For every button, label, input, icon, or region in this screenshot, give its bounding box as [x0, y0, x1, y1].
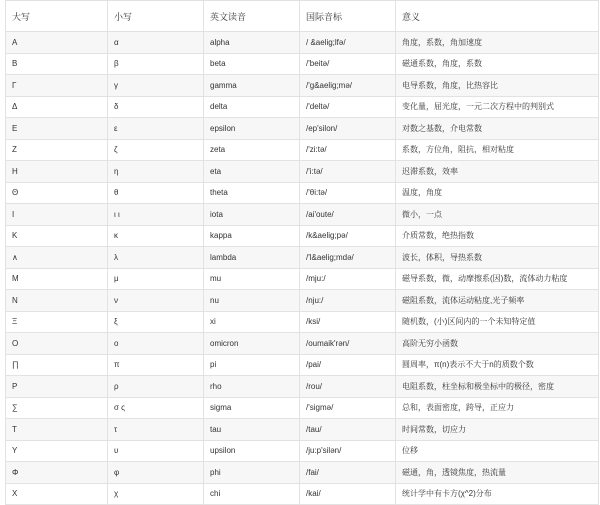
table-row — [6, 75, 599, 97]
uppercase-cell: Ο — [6, 333, 108, 355]
table-row — [6, 376, 599, 398]
meaning-cell: 磁导系数，微，动摩擦系(因)数，流体动力粘度 — [396, 268, 599, 290]
ipa-cell: /pai/ — [300, 354, 396, 376]
table-row — [6, 483, 599, 505]
english-name-cell: nu — [204, 290, 300, 312]
table-row — [6, 161, 599, 183]
english-name-cell: lambda — [204, 247, 300, 269]
ipa-cell: /'zi:tə/ — [300, 139, 396, 161]
english-name-cell: theta — [204, 182, 300, 204]
meaning-cell: 随机数，(小)区间内的一个未知特定值 — [396, 311, 599, 333]
meaning-cell: 圆周率，π(n)表示不大于n的质数个数 — [396, 354, 599, 376]
meaning-cell: 时间常数，切应力 — [396, 419, 599, 441]
uppercase-cell: ∏ — [6, 354, 108, 376]
lowercase-cell: ε — [108, 118, 204, 140]
english-name-cell: omicron — [204, 333, 300, 355]
table-header — [6, 1, 599, 32]
table-row — [6, 204, 599, 226]
header-meaning: 意义 — [396, 1, 599, 32]
ipa-cell: /'i:tə/ — [300, 161, 396, 183]
header-row — [6, 1, 599, 32]
lowercase-cell: λ — [108, 247, 204, 269]
table-row — [6, 268, 599, 290]
ipa-cell: /ai'oute/ — [300, 204, 396, 226]
lowercase-cell: ξ — [108, 311, 204, 333]
header-lowercase: 小写 — [108, 1, 204, 32]
english-name-cell: pi — [204, 354, 300, 376]
meaning-cell: 迟滞系数，效率 — [396, 161, 599, 183]
table-row — [6, 139, 599, 161]
meaning-cell: 统计学中有卡方(χ^2)分布 — [396, 483, 599, 505]
ipa-cell: /'θi:tə/ — [300, 182, 396, 204]
table-row — [6, 32, 599, 54]
table-row — [6, 225, 599, 247]
uppercase-cell: Θ — [6, 182, 108, 204]
english-name-cell: rho — [204, 376, 300, 398]
lowercase-cell: θ — [108, 182, 204, 204]
table-row — [6, 118, 599, 140]
lowercase-cell: ζ — [108, 139, 204, 161]
english-name-cell: epsilon — [204, 118, 300, 140]
english-name-cell: mu — [204, 268, 300, 290]
uppercase-cell: Α — [6, 32, 108, 54]
meaning-cell: 电阻系数，柱坐标和极坐标中的极径，密度 — [396, 376, 599, 398]
greek-alphabet-table — [5, 0, 599, 505]
ipa-cell: / &aelig;lfə/ — [300, 32, 396, 54]
ipa-cell: /ju:p'silən/ — [300, 440, 396, 462]
table-row — [6, 53, 599, 75]
table-row — [6, 247, 599, 269]
ipa-cell: /'l&aelig;mdə/ — [300, 247, 396, 269]
ipa-cell: /tau/ — [300, 419, 396, 441]
uppercase-cell: Ι — [6, 204, 108, 226]
english-name-cell: beta — [204, 53, 300, 75]
uppercase-cell: ∑ — [6, 397, 108, 419]
lowercase-cell: α — [108, 32, 204, 54]
uppercase-cell: Ν — [6, 290, 108, 312]
meaning-cell: 系数，方位角，阻抗，相对粘度 — [396, 139, 599, 161]
ipa-cell: /'g&aelig;mə/ — [300, 75, 396, 97]
lowercase-cell: δ — [108, 96, 204, 118]
meaning-cell: 对数之基数，介电常数 — [396, 118, 599, 140]
meaning-cell: 角度，系数，角加速度 — [396, 32, 599, 54]
lowercase-cell: η — [108, 161, 204, 183]
meaning-cell: 磁阻系数，流体运动粘度,光子频率 — [396, 290, 599, 312]
uppercase-cell: Ζ — [6, 139, 108, 161]
header-ipa: 国际音标 — [300, 1, 396, 32]
lowercase-cell: γ — [108, 75, 204, 97]
meaning-cell: 高阶无穷小函数 — [396, 333, 599, 355]
english-name-cell: sigma — [204, 397, 300, 419]
lowercase-cell: ν — [108, 290, 204, 312]
lowercase-cell: φ — [108, 462, 204, 484]
table-row — [6, 290, 599, 312]
ipa-cell: /kai/ — [300, 483, 396, 505]
meaning-cell: 磁通系数，角度，系数 — [396, 53, 599, 75]
uppercase-cell: ∧ — [6, 247, 108, 269]
table-row — [6, 182, 599, 204]
table-row — [6, 311, 599, 333]
lowercase-cell: ι ι — [108, 204, 204, 226]
table-row — [6, 333, 599, 355]
ipa-cell: /oumaik'rən/ — [300, 333, 396, 355]
uppercase-cell: Ε — [6, 118, 108, 140]
lowercase-cell: υ — [108, 440, 204, 462]
uppercase-cell: Φ — [6, 462, 108, 484]
uppercase-cell: Ξ — [6, 311, 108, 333]
lowercase-cell: τ — [108, 419, 204, 441]
english-name-cell: xi — [204, 311, 300, 333]
uppercase-cell: Δ — [6, 96, 108, 118]
lowercase-cell: ο — [108, 333, 204, 355]
uppercase-cell: Β — [6, 53, 108, 75]
lowercase-cell: π — [108, 354, 204, 376]
lowercase-cell: ρ — [108, 376, 204, 398]
uppercase-cell: Κ — [6, 225, 108, 247]
english-name-cell: gamma — [204, 75, 300, 97]
english-name-cell: eta — [204, 161, 300, 183]
english-name-cell: tau — [204, 419, 300, 441]
ipa-cell: /ep'silon/ — [300, 118, 396, 140]
english-name-cell: zeta — [204, 139, 300, 161]
lowercase-cell: μ — [108, 268, 204, 290]
english-name-cell: kappa — [204, 225, 300, 247]
meaning-cell: 介质常数，绝热指数 — [396, 225, 599, 247]
english-name-cell: upsilon — [204, 440, 300, 462]
ipa-cell: /'sigmə/ — [300, 397, 396, 419]
meaning-cell: 温度，角度 — [396, 182, 599, 204]
table-row — [6, 397, 599, 419]
table-row — [6, 96, 599, 118]
meaning-cell: 电导系数，角度，比热容比 — [396, 75, 599, 97]
ipa-cell: /nju:/ — [300, 290, 396, 312]
english-name-cell: chi — [204, 483, 300, 505]
lowercase-cell: σ ς — [108, 397, 204, 419]
ipa-cell: /fai/ — [300, 462, 396, 484]
table-row — [6, 354, 599, 376]
ipa-cell: /rou/ — [300, 376, 396, 398]
english-name-cell: delta — [204, 96, 300, 118]
uppercase-cell: Χ — [6, 483, 108, 505]
ipa-cell: /k&aelig;pə/ — [300, 225, 396, 247]
english-name-cell: phi — [204, 462, 300, 484]
uppercase-cell: Υ — [6, 440, 108, 462]
meaning-cell: 微小，一点 — [396, 204, 599, 226]
uppercase-cell: Γ — [6, 75, 108, 97]
header-english-pronunciation: 英文读音 — [204, 1, 300, 32]
table-row — [6, 419, 599, 441]
meaning-cell: 位移 — [396, 440, 599, 462]
meaning-cell: 波长，体积，导热系数 — [396, 247, 599, 269]
ipa-cell: /mju:/ — [300, 268, 396, 290]
uppercase-cell: Ρ — [6, 376, 108, 398]
meaning-cell: 总和，表面密度，跨导，正应力 — [396, 397, 599, 419]
ipa-cell: /'beitə/ — [300, 53, 396, 75]
lowercase-cell: β — [108, 53, 204, 75]
header-uppercase: 大写 — [6, 1, 108, 32]
table-row — [6, 440, 599, 462]
lowercase-cell: κ — [108, 225, 204, 247]
english-name-cell: alpha — [204, 32, 300, 54]
meaning-cell: 磁通，角，透镜焦度，热流量 — [396, 462, 599, 484]
lowercase-cell: χ — [108, 483, 204, 505]
uppercase-cell: Τ — [6, 419, 108, 441]
uppercase-cell: Μ — [6, 268, 108, 290]
meaning-cell: 变化量，屈光度，一元二次方程中的判别式 — [396, 96, 599, 118]
uppercase-cell: Η — [6, 161, 108, 183]
english-name-cell: iota — [204, 204, 300, 226]
table-body — [6, 32, 599, 505]
table-row — [6, 462, 599, 484]
ipa-cell: /'deltə/ — [300, 96, 396, 118]
ipa-cell: /ksi/ — [300, 311, 396, 333]
